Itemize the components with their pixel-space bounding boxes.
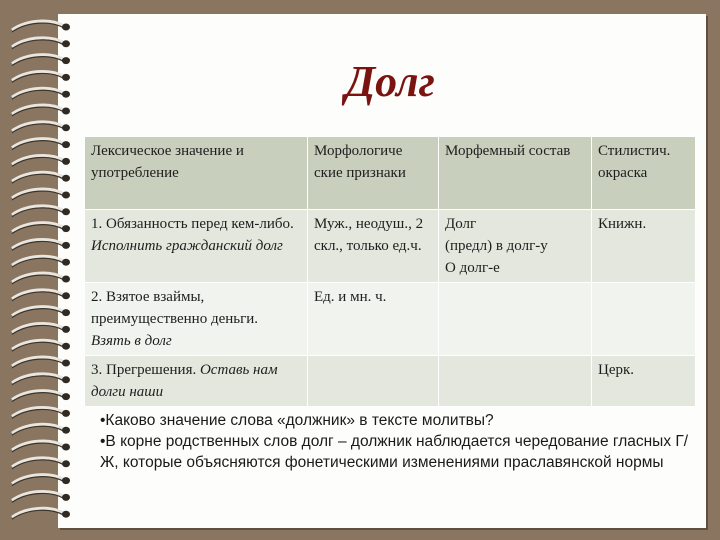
spiral-ring: [12, 357, 70, 368]
meaning-text: 3. Прегрешения.: [91, 362, 200, 378]
morpheme-line: О долг-е: [445, 260, 500, 276]
spiral-ring: [12, 290, 70, 301]
spiral-ring: [12, 223, 70, 234]
header-morpheme: Морфемный состав: [439, 137, 592, 210]
spiral-ring: [12, 407, 70, 418]
spiral-ring: [12, 206, 70, 217]
spiral-ring: [12, 374, 70, 385]
word-analysis-table: [84, 136, 696, 407]
cell-style: Книжн.: [592, 210, 696, 283]
header-morphology: Морфологиче ские признаки: [308, 137, 439, 210]
cell-morpheme: [439, 356, 592, 407]
spiral-ring: [12, 139, 70, 150]
cell-morphology: [308, 356, 439, 407]
spiral-ring: [12, 155, 70, 166]
meaning-text: 1. Обязанность перед кем-либо.: [91, 216, 294, 232]
bullet-list: [100, 410, 700, 473]
spiral-ring: [12, 189, 70, 200]
table-row: [85, 210, 696, 283]
spiral-ring: [12, 239, 70, 250]
spiral-ring: [12, 273, 70, 284]
meaning-example: Взять в долг: [91, 333, 172, 349]
cell-meaning: [85, 356, 308, 407]
spiral-ring: [12, 172, 70, 183]
morpheme-line: Долг: [445, 216, 477, 232]
spiral-ring: [12, 491, 70, 502]
spiral-ring: [12, 424, 70, 435]
spiral-ring: [12, 391, 70, 402]
meaning-text: 2. Взятое взаймы, преимущественно деньги.: [91, 289, 259, 327]
table-row: [85, 356, 696, 407]
cell-style: [592, 283, 696, 356]
cell-style: Церк.: [592, 356, 696, 407]
bullet-item: •В корне родственных слов долг – должник наблюдается чередование гласных Г/Ж, которые объясняются фонетическими изменениями праславянской нормы: [100, 433, 689, 471]
spiral-ring: [12, 475, 70, 486]
spiral-ring: [12, 441, 70, 452]
cell-morphology: Ед. и мн. ч.: [308, 283, 439, 356]
spiral-ring: [12, 323, 70, 334]
meaning-example: Оставь нам долги наши: [91, 362, 278, 400]
morpheme-line: (предл) в долг-у: [445, 238, 548, 254]
table-header-row: [85, 137, 696, 210]
cell-meaning: [85, 283, 308, 356]
cell-morpheme: [439, 210, 592, 283]
slide-title: Долг: [345, 57, 435, 106]
spiral-ring: [12, 256, 70, 267]
spiral-ring: [12, 458, 70, 469]
spiral-ring: [12, 508, 70, 519]
spiral-ring: [12, 307, 70, 318]
spiral-ring: [12, 38, 70, 49]
cell-morpheme: [439, 283, 592, 356]
meaning-example: Исполнить гражданский долг: [91, 238, 283, 254]
header-meaning: Лексическое значение и употребление: [85, 137, 308, 210]
spiral-ring: [12, 21, 70, 32]
header-style: Стилистич. окраска: [592, 137, 696, 210]
spiral-ring: [12, 340, 70, 351]
spiral-ring: [12, 122, 70, 133]
bullet-item: •Каково значение слова «должник» в тексте молитвы?: [100, 412, 494, 429]
table-row: [85, 283, 696, 356]
cell-morphology: Муж., неодуш., 2 скл., только ед.ч.: [308, 210, 439, 283]
cell-meaning: [85, 210, 308, 283]
